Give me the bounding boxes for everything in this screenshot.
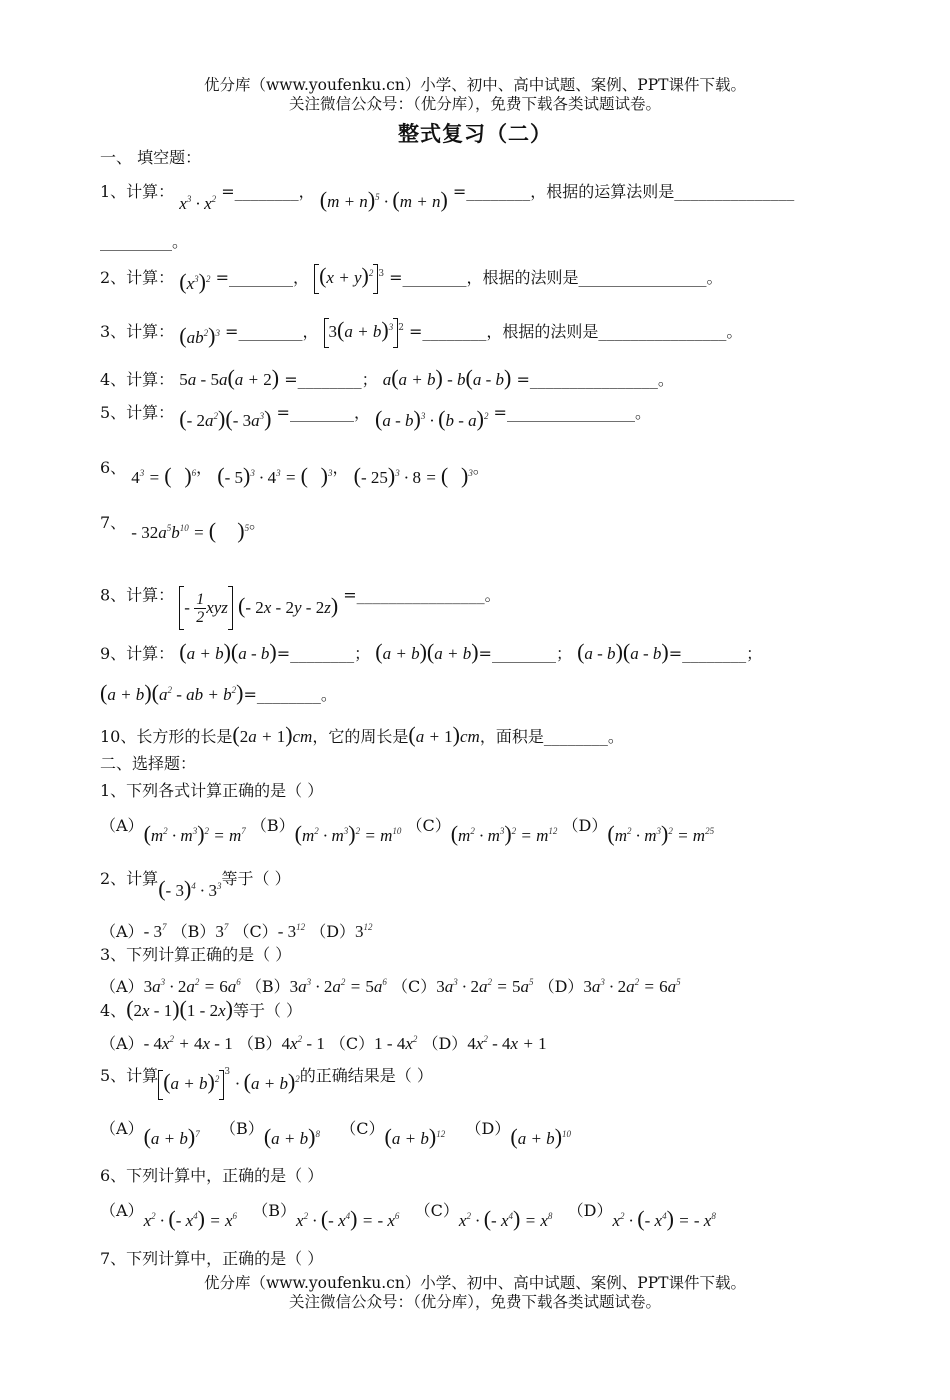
section1-heading: 一、 填空题：	[100, 148, 202, 167]
mc-q1-options: $(A)(m^2 \cdot m^3)^2 = m^7$ $(B)(m^2 \cdot m^3)^2 = m^{10}$ $(C)(m^2 \cdot m^3)^2 = m^{12}$ $(D)(m^2 \cdot m^3)^2 = m^{25}$	[100, 816, 715, 846]
header-line-1: 优分库（www.youfenku.cn）小学、初中、高中试题、案例、PPT课件下载。	[203, 76, 747, 94]
mc-q5-options: $(A)(a + b)^7$ $(B)(a + b)^8$ $(C)(a + b)^{12}$ $(D)(a + b)^{10}$	[100, 1119, 572, 1149]
q5-fill: 5、计算： (- $2a^2)(-$ $3a^3$) =________， (a - b)$^3$ · (b - a)$^2$ =________________。	[100, 403, 651, 431]
mc-q6-options: $(A)x^2$ · (- $x^4) = x^6$ $(B)x^2$ · (- $x^4$) = - $x^6$ $(C)x^2$ · (- $x^4) = x^8$ $(D)x^2$ · (- $x^4$) = - $x^8$	[100, 1201, 716, 1231]
mc-q3-stem: 3、下列计算正确的是（ ）	[100, 945, 292, 964]
q10-fill: 10、长方形的长是(2a + 1)cm，它的周长是(a + 1)cm，面积是________。	[100, 722, 624, 747]
section2-heading: 二、选择题：	[100, 754, 197, 773]
q1-continuation: _________。	[100, 232, 189, 251]
q7-fill: 7、 - $32a^5b^{10}$ = ( )$^5$。	[100, 513, 266, 543]
q3-fill: 3、计算： $(ab^2)^3$ =________， $3(a + b)^3$ $^2$ =________，根据的法则是________________。	[100, 317, 743, 348]
mc-q5-stem: 5、计算 $(a + b)^{23} \cdot (a + b)^2$的正确结果是（ ）	[100, 1060, 433, 1092]
q2-fill: 2、计算： $(x^3)^2$ =________， $(x + y)^2$ $^3$ =________，根据的法则是________________。	[100, 263, 723, 294]
mc-q4-options: （A）- $4x^2 + 4x - 1$ $(B)4x^2 - 1$ $(C)1 - 4x^2$ $(D)4x^2 - 4x + 1$	[100, 1034, 547, 1053]
mc-q6-stem: 6、下列计算中，正确的是（ ）	[100, 1166, 324, 1185]
header-line-2: 关注微信公众号：（优分库），免费下载各类试题试卷。	[288, 95, 661, 113]
mc-q4-stem: 4、(2x - 1)(1 - 2x)等于（ ）	[100, 996, 303, 1021]
q4-fill: 4、计算： 5a - 5a(a + 2) =________； a(a + b) - b(a - b) =________________。	[100, 365, 674, 390]
q9-fill-2: $(a + b)(a^2$ - ab + $b^2)=\_\_\_\_\_\_\_\_$。	[100, 680, 337, 705]
mc-q3-options: $(A)3a^3 \cdot 2a^2 = 6a^6$ $(B)3a^3 \cdot 2a^2 = 5a^6$ $(C)3a^3 \cdot 2a^2 = 5a^5$ $(D)3a^3 \cdot 2a^2 = 6a^5$	[100, 977, 681, 996]
mc-q1-stem: 1、下列各式计算正确的是（ ）	[100, 781, 324, 800]
q6-fill: 6、 $4^3$ = ( )$^6$， (- $5)^3 \cdot 4^3$ = ( )$^3$， (- 25)$^3$ · 8 = ( )$^3$。	[100, 458, 489, 488]
footer-line-1: 优分库（www.youfenku.cn）小学、初中、高中试题、案例、PPT课件下载。	[203, 1274, 747, 1292]
mc-q7-stem: 7、下列计算中，正确的是（ ）	[100, 1249, 324, 1268]
q9-fill: 9、计算： (a + b)(a - b)=________； (a + b)(a + b)=________； (a - b)(a - b)=________；	[100, 639, 763, 664]
q1-fill: 1、计算： $x^3 \cdot x^2$ =________， $(m + n)^5 \cdot (m + n)$ =________，根据的运算法则是_______________	[100, 182, 795, 213]
page-title: 整式复习（二）	[398, 122, 552, 146]
footer-line-2: 关注微信公众号：（优分库），免费下载各类试题试卷。	[288, 1293, 661, 1311]
mc-q2-options: （A）- $3^7$ $(B)3^7$ （C）- $3^{12}$ $(D)3^{12}$	[100, 922, 373, 941]
mc-q2-stem: 2、计算(- $3)^4 \cdot 3^3$等于（ ）	[100, 869, 291, 901]
q8-fill: 8、计算： - $\frac{1}{2}$ xyz (- 2x - 2y - 2z) =________________。	[100, 574, 501, 618]
